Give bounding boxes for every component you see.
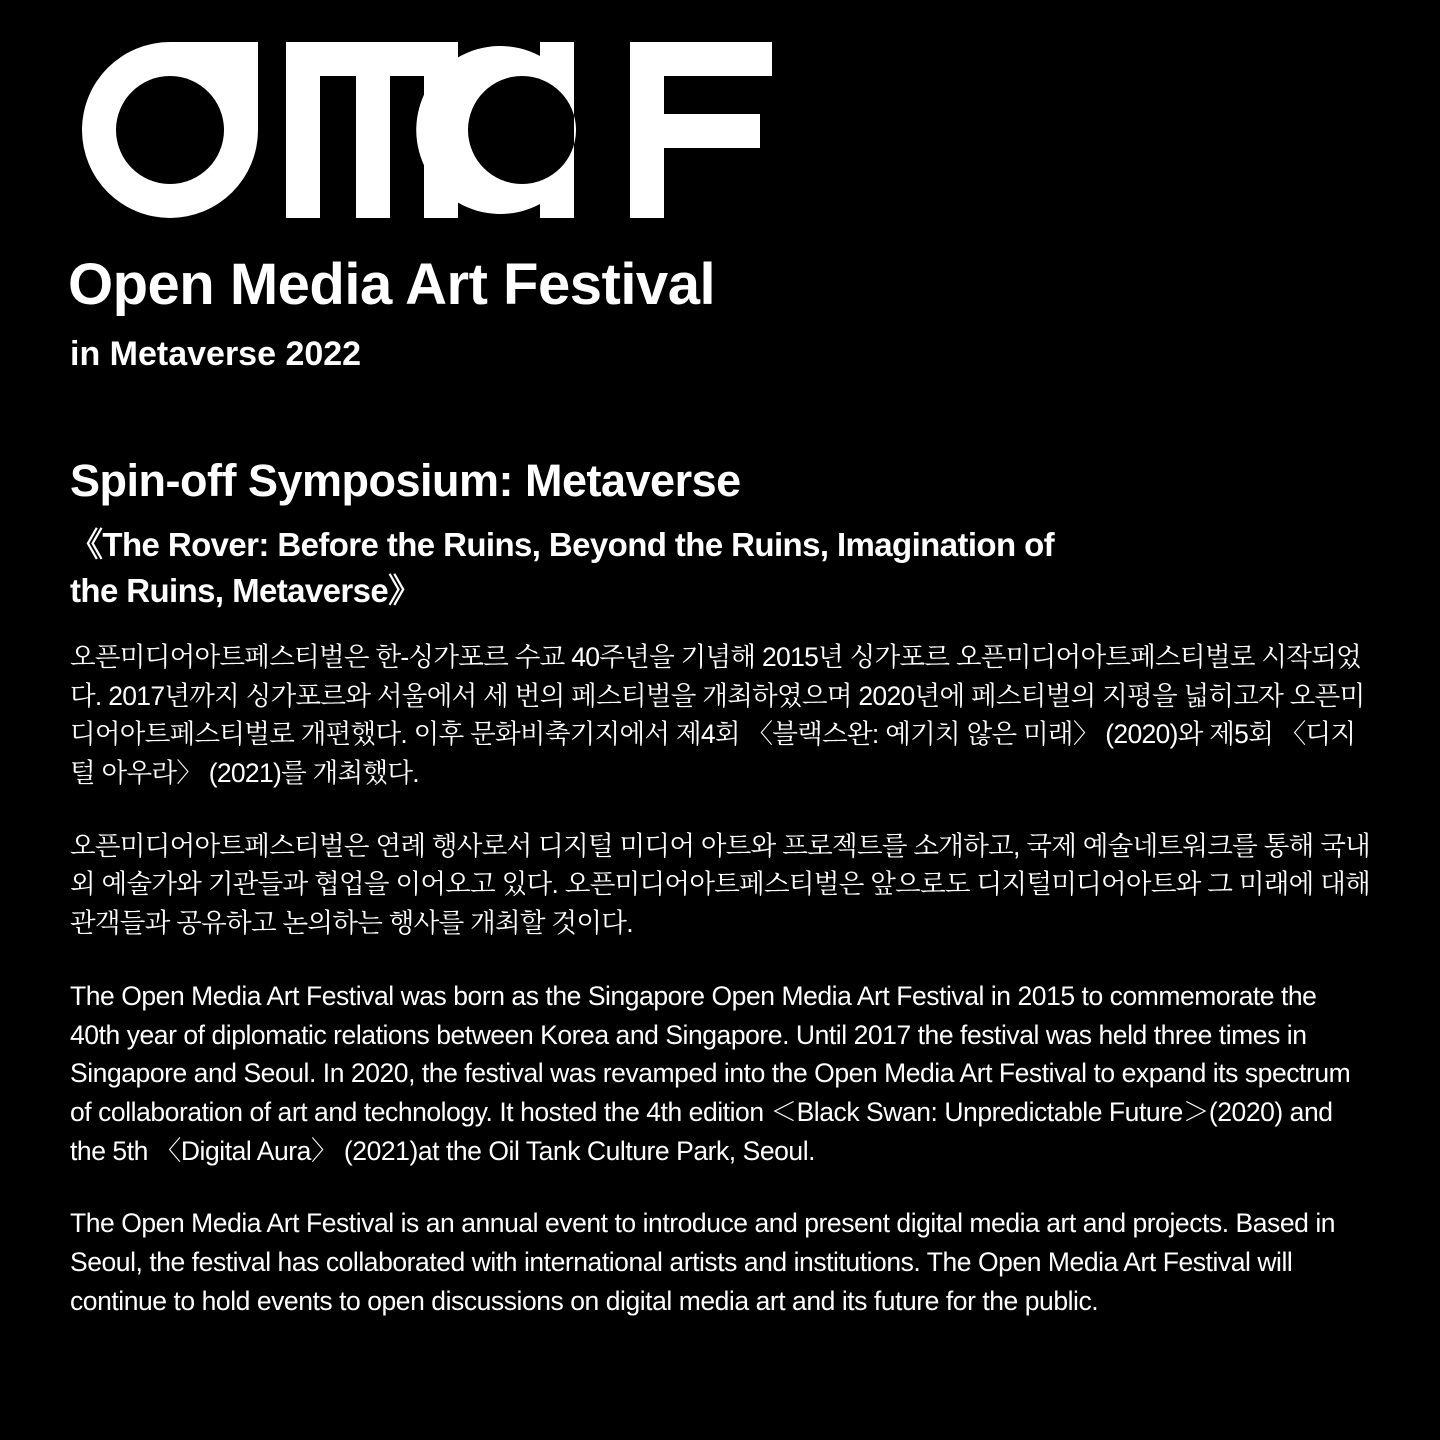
paragraph-en-1: The Open Media Art Festival was born as the Singapore Open Media Art Festival in 2015 to commemorate the 40th year of diplomatic relations between Korea and Singapore. Until 2017 the festival was held three times in Singapore and Seoul. In 2020, the festival was revamped into the Open Media Art Festival to expand its spectrum of collaboration of art and technology. It hosted the 4th edition ＜Black Swan: Unpredictable Future＞(2020) and the 5th 〈Digital Aura〉 (2021)at the Oil Tank Culture Park, Seoul. [70,980,1351,1166]
symposium-subtitle: 《The Rover: Before the Ruins, Beyond the Ruins, Imagination of the Ruins, Metaverse》 [70,526,1055,609]
symposium-title: Spin-off Symposium: Metaverse [70,455,741,507]
paragraph-ko-1: 오픈미디어아트페스티벌은 한-싱가포르 수교 40주년을 기념해 2015년 싱가포르 오픈미디어아트페스티벌로 시작되었다. 2017년까지 싱가포르와 서울에서 세 번의 페스티벌을 개최하였으며 2020년에 페스티벌의 지평을 넓히고자 오픈미디어아트페스티벌로 개편했다. 이후 문화비축기지에서 제4회 〈블랙스완: 예기치 않은 미래〉 (2020)와 제5회 〈디지털 아우라〉 (2021)를 개최했다. [70,642,1365,789]
festival-subwordmark: in Metaverse 2022 [70,335,362,373]
omaf-logo [70,30,830,230]
paragraph-ko-2: 오픈미디어아트페스티벌은 연례 행사로서 디지털 미디어 아트와 프로젝트를 소개하고, 국제 예술네트워크를 통해 국내외 예술가와 기관들과 협업을 이어오고 있다. 오픈미디어아트페스티벌은 앞으로도 디지털미디어아트와 그 미래에 대해 관객들과 공유하고 논의하는 행사를 개최할 것이다. [70,830,1371,939]
body-text [70,638,1370,1320]
festival-wordmark: Open Media Art Festival [68,252,716,317]
paragraph-en-2: The Open Media Art Festival is an annual event to introduce and present digital media art and projects. Based in Seoul, the festival has collaborated with international artists and institutions. The Open Media Art Festival will continue to hold events to open discussions on digital media art and its future for the public. [70,1208,1336,1316]
